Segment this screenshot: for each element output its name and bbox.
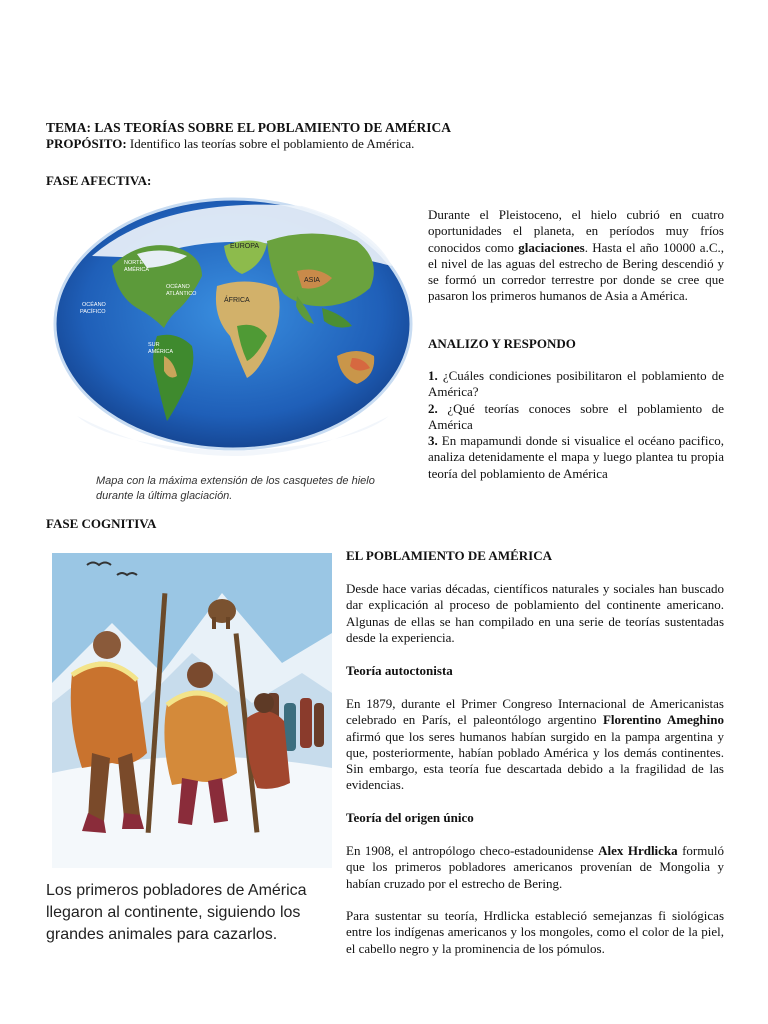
teoria-origen-unico-paragraph: En 1908, el antropólogo checo-estadounidense Alex Hrdlicka formuló que los primeros pobladores americanos provenían de Mongolia y habían cruzado por el estrecho de Bering. [346, 843, 724, 891]
teoria-autoctonista-title: Teoría autoctonista [346, 663, 453, 678]
purpose-line [46, 136, 414, 152]
teoria-origen-unico-title: Teoría del origen único [346, 810, 474, 825]
intro-paragraph: Desde hace varias décadas, científicos naturales y sociales han buscado dar explicación al proceso de poblamiento del continente americano. Algunas de ellas se han compilado en una serie de teorías sustentadas desde la experiencia. [346, 581, 724, 645]
ameghino-name: Florentino Ameghino [602, 712, 725, 728]
map-label-pacifico-1: OCÉANO [82, 302, 106, 308]
pleistoceno-paragraph: Durante el Pleistoceno, el hielo cubrió en cuatro oportunidades el planeta, en períodos muy fríos conocidos como glaciaciones. Hasta el año 10000 a.C., el nivel de las aguas del estrecho de Bering descendió y se formó un corredor terrestre por donde se cree que pasaron los primeros humanos de Asia a América. [428, 207, 724, 304]
analizo-heading: ANALIZO Y RESPONDO [428, 336, 576, 351]
glaciaciones-term: glaciaciones [518, 239, 585, 255]
world-map-image [52, 196, 414, 471]
question-1: 1. ¿Cuáles condiciones posibilitaron el poblamiento de América? [428, 368, 724, 400]
teoria-origen-unico-paragraph-2: Para sustentar su teoría, Hrdlicka estableció semejanzas fi siológicas entre los indígenas americanos y los mongoles, como el color de la piel, el cabello negro y la prominencia de los pómulos. [346, 908, 724, 956]
map-label-sudamerica-1: SUR [148, 342, 160, 348]
map-label-pacifico-2: PACÍFICO [80, 309, 106, 315]
world-map-svg [52, 196, 414, 471]
map-label-norteamerica-2: AMÉRICA [124, 267, 150, 273]
teoria-autoctonista-paragraph: En 1879, durante el Primer Congreso Internacional de Americanistas celebrado en París, el paleontólogo argentino Florentino Ameghino afirmó que los seres humanos habían surgido en la pampa argentina y que, posteriormente, habían poblado América y los demás continentes. Sin embargo, esta teoría fue descartada debido a la fragilidad de las evidencias. [346, 696, 725, 793]
map-label-atlantico-2: ATLÁNTICO [166, 291, 197, 297]
section-title: EL POBLAMIENTO DE AMÉRICA [346, 548, 552, 563]
map-caption: Mapa con la máxima extensión de los casquetes de hielo durante la última glaciación. [96, 475, 375, 502]
fase-afectiva-heading: FASE AFECTIVA: [46, 173, 152, 188]
map-label-norteamerica-1: NORTE [124, 260, 144, 266]
purpose-text: Identifico las teorías sobre el poblamiento de América. [126, 136, 415, 151]
settlers-caption: Los primeros pobladores de América llegaron al continente, siguiendo los grandes animales para cazarlos. [46, 882, 307, 943]
map-label-asia: ASIA [304, 277, 320, 284]
page-title: TEMA: LAS TEORÍAS SOBRE EL POBLAMIENTO DE AMÉRICA [46, 120, 451, 135]
map-label-europa: EUROPA [230, 243, 260, 250]
fase-cognitiva-heading: FASE COGNITIVA [46, 516, 157, 531]
question-3: 3. En mapamundi donde si visualice el océano pacifico, analiza detenidamente el mapa y luego plantea tu propia teoría del poblamiento de América [428, 433, 724, 481]
settlers-svg [52, 553, 332, 868]
settlers-illustration [52, 553, 332, 868]
map-label-atlantico-1: OCÉANO [166, 284, 190, 290]
hrdlicka-name: Alex Hrdlicka [598, 843, 678, 858]
map-label-africa: ÁFRICA [224, 297, 250, 304]
purpose-label: PROPÓSITO: [46, 136, 127, 151]
questions-list [428, 368, 724, 482]
map-label-sudamerica-2: AMÉRICA [148, 349, 174, 355]
question-2: 2. ¿Qué teorías conoces sobre el poblamiento de América [428, 400, 724, 432]
